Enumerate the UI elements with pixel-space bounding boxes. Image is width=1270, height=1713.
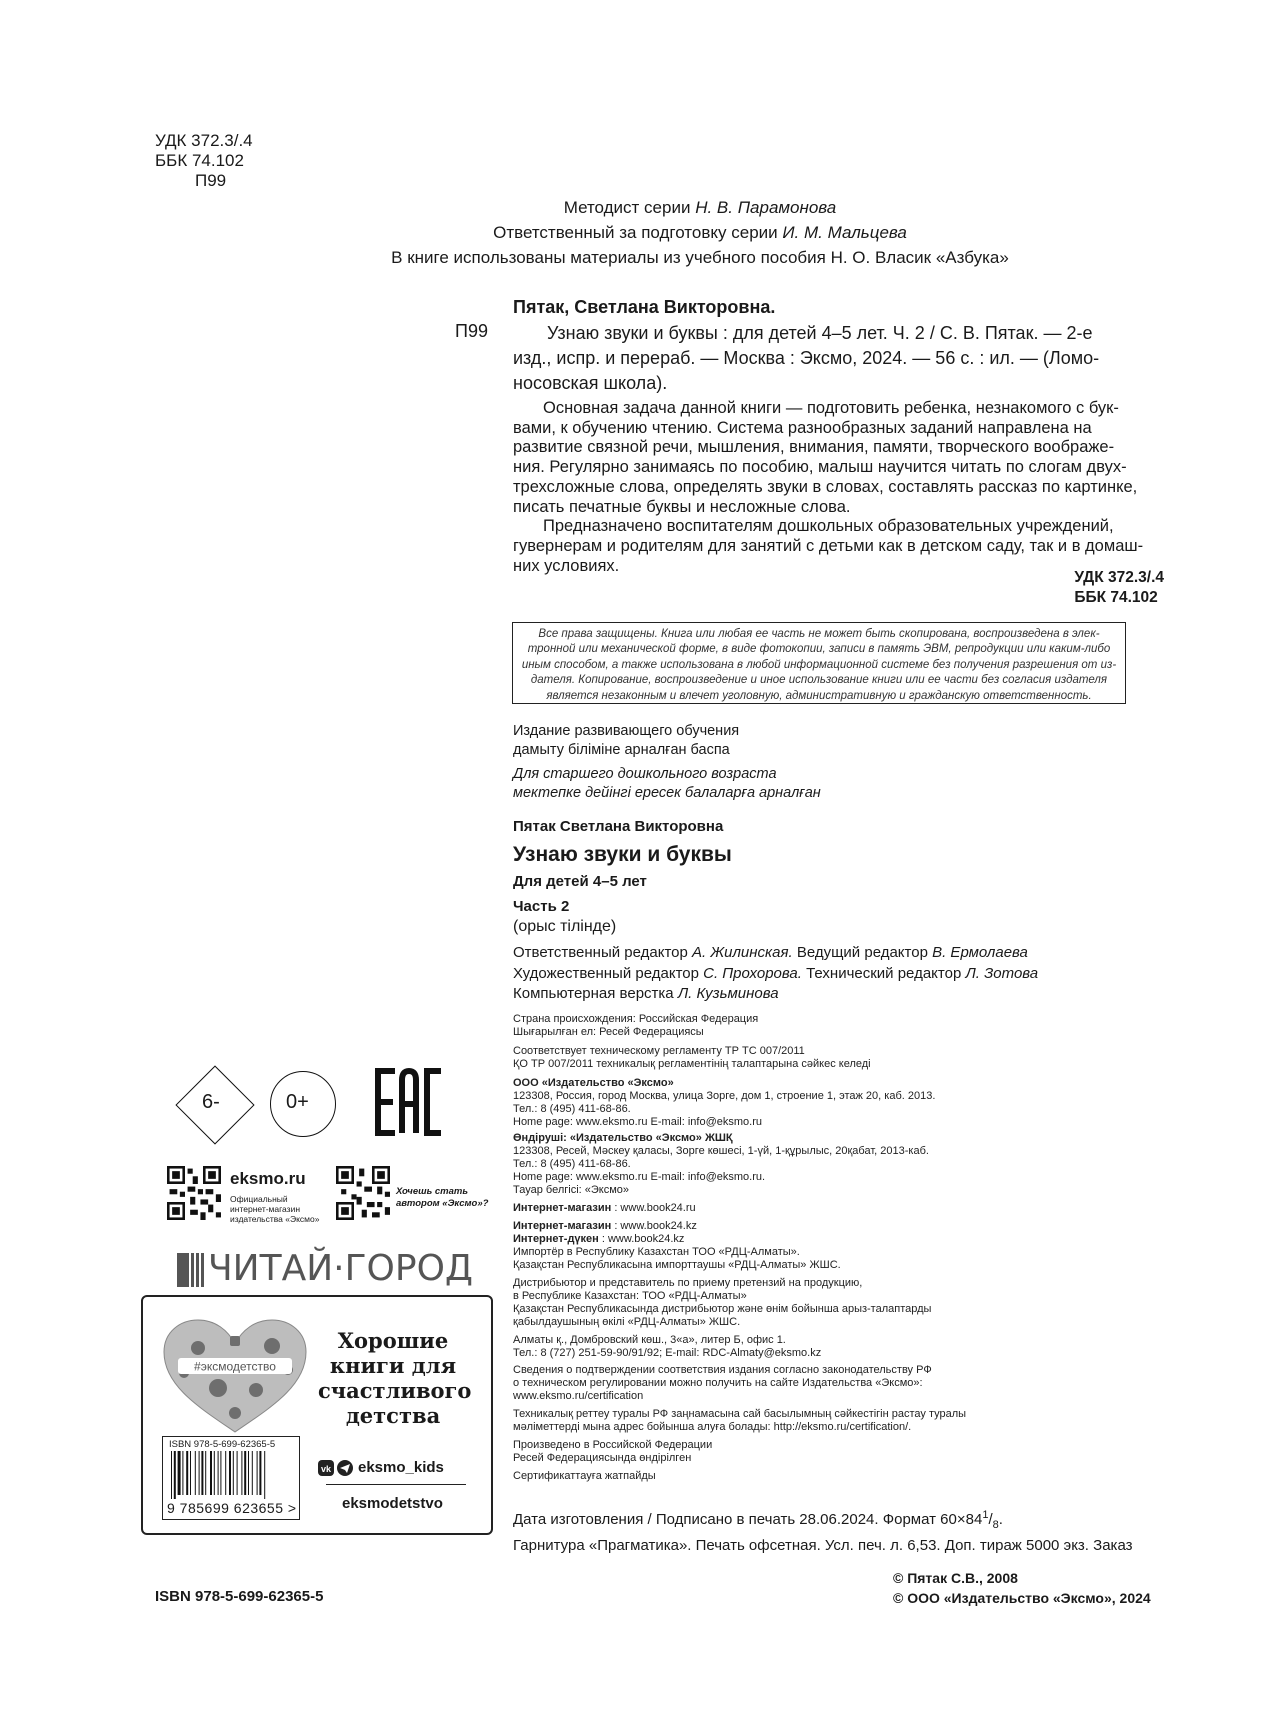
social-eksmo-kids[interactable]: eksmo_kids: [358, 1459, 444, 1476]
legal-line: Интернет-магазин: [513, 1202, 612, 1214]
staff-role: Ответственный редактор: [513, 944, 688, 961]
legal-line: Техникалық реттеу туралы РФ заңнамасына сай басылымның сәйкестігін растау туралы: [513, 1408, 967, 1420]
rights-line: является незаконным и влечет уголовную, административную и гражданскую ответственность.: [546, 689, 1092, 702]
author-question-line: Хочешь стать: [396, 1186, 468, 1197]
rights-line: тронной или механической форме, в виде фотокопии, записи в память ЭВМ, репродукции или каким-либо: [527, 643, 1111, 656]
staff-role: Ведущий редактор: [796, 944, 928, 961]
eac-mark-icon: [375, 1068, 445, 1136]
eksmo-desc-line: интернет-магазин: [230, 1204, 301, 1214]
barcode-bar: [220, 1451, 221, 1495]
classification-codes: [155, 131, 253, 191]
eksmo-desc: [230, 1194, 319, 1224]
eksmo-site[interactable]: eksmo.ru: [230, 1169, 306, 1188]
legal-line: Дистрибьютор и представитель по приему претензий на продукцию,: [513, 1277, 863, 1289]
biblio-line-1: Узнаю звуки и буквы : для детей 4–5 лет. Ч. 2 / С. В. Пятак. — 2-е: [547, 323, 1093, 343]
hashtag-text: #эксмодетство: [194, 1359, 276, 1374]
legal-line: мәліметтерді мына адрес бойынша алуға болады: http://eksmo.ru/certification/.: [513, 1421, 912, 1433]
author-question-line: автором «Эксмо»?: [396, 1198, 489, 1209]
legal-line: Сведения о подтверждении соответствия издания согласно законодательству РФ: [513, 1364, 932, 1376]
legal-line: Тел.: 8 (727) 251-59-90/91/92; E-mail: RDC-Almaty@eksmo.kz: [513, 1347, 822, 1359]
barcode-bar: [248, 1451, 249, 1495]
copyright: [893, 1568, 1151, 1608]
series-credits: [250, 195, 1150, 270]
legal-line: о техническом регулировании можно получить на сайте Издательства «Эксмо»:: [513, 1377, 923, 1389]
book-part: Часть 2: [513, 898, 570, 915]
legal-line: ООО «Издательство «Эксмо»: [513, 1077, 674, 1089]
barcode-bar: [264, 1451, 265, 1499]
heart-icon: [160, 1318, 310, 1438]
barcode-bar: [229, 1451, 231, 1495]
legal-line: : www.book24.kz: [598, 1233, 685, 1245]
legal-line: 123308, Ресей, Мәскеу қаласы, Зорге көшесі, 1-үй, 1-құрылыс, 20қабат, 2013-каб.: [513, 1145, 929, 1157]
responsible-label: Ответственный за подготовку серии: [493, 223, 778, 242]
legal-line: Тел.: 8 (495) 411-68-86.: [513, 1103, 631, 1115]
staff-name: С. Прохорова.: [703, 964, 802, 982]
annotation-line: писать печатные буквы и несложные слова.: [513, 497, 851, 516]
barcode-bar: [199, 1451, 200, 1495]
staff-credits: [513, 943, 1038, 1005]
print-info: Дата изготовления / Подписано в печать 28.06.2024. Формат $60\times 84^1/_8$. Гарнитура «Прагматика». Печать офсетная. Усл. печ. л. 6,53. Доп. тираж 5000 экз. Заказ: [513, 1505, 1133, 1556]
good-books-slogan: Хорошие книги для счастливого детства: [318, 1328, 472, 1428]
format-fraction-den: 8: [992, 1519, 999, 1531]
legal-line: Қазақстан Республикасында дистрибьютор және өнім бойынша арыз-талаптарды: [513, 1303, 932, 1315]
biblio-code: П99: [455, 321, 488, 341]
legal-line: қабылдаушының өкілі «РДЦ-Алматы» ЖШС.: [513, 1316, 741, 1328]
udk-code-right: УДК 372.3/.4: [1074, 569, 1164, 586]
legal-line: : www.book24.ru: [611, 1202, 696, 1214]
eksmo-desc-line: Официальный: [230, 1194, 288, 1204]
print-line: .: [998, 1511, 1003, 1528]
barcode-bar: [225, 1451, 226, 1495]
barcode-bar: [257, 1451, 258, 1495]
annotation-codes: [1074, 568, 1164, 608]
age-circle-text: 0+: [286, 1091, 309, 1113]
annotation: [513, 399, 1178, 576]
print-line: Гарнитура «Прагматика». Печать офсетная. Усл. печ. л. 6,53. Доп. тираж 5000 экз. Заказ: [513, 1536, 1133, 1554]
annotation-line: вами, к обучению чтению. Система разнообразных заданий направлена на: [513, 418, 1092, 437]
rights-notice: [512, 622, 1126, 704]
edition-ru: Издание развивающего обучения: [513, 723, 740, 739]
barcode-bar: [252, 1451, 253, 1495]
legal-line: Тел.: 8 (495) 411-68-86.: [513, 1158, 631, 1170]
legal-line: Импортёр в Республику Казахстан ТОО «РДЦ-Алматы».: [513, 1246, 800, 1258]
staff-name: Л. Кузьминова: [677, 985, 779, 1002]
svg-text:vk: vk: [320, 1464, 332, 1474]
edition-info: [513, 722, 821, 803]
title-author: Пятак Светлана Викторовна: [513, 818, 724, 835]
barcode-bar: [182, 1451, 183, 1495]
rights-line: Все права защищены. Книга или любая ее часть не может быть скопирована, воспроизведена в элек-: [538, 628, 1100, 640]
annotation-line: Основная задача данной книги — подготовить ребенка, незнакомого с бук-: [543, 399, 1119, 417]
barcode-bar: [214, 1451, 215, 1495]
age-diamond-text: 6-: [202, 1091, 220, 1113]
print-line: Дата изготовления / Подписано в печать 28.06.2024. Формат 60×84: [513, 1511, 983, 1528]
legal-line: Home page: www.eksmo.ru E-mail: info@eksmo.ru: [513, 1116, 762, 1128]
barcode-bar: [244, 1451, 246, 1495]
social-divider: [326, 1484, 466, 1485]
copyright-line: © ООО «Издательство «Эксмо», 2024: [893, 1590, 1151, 1606]
bbk-code: ББК 74.102: [155, 151, 244, 170]
barcode-number: 9 785699 623655 >: [167, 1500, 297, 1516]
legal-line: Алматы қ., Домбровский көш., 3«а», литер Б, офис 1.: [513, 1334, 786, 1346]
eksmo-desc-line: издательства «Эксмо»: [230, 1214, 320, 1224]
staff-name: В. Ермолаева: [932, 944, 1028, 961]
barcode-bar: [201, 1451, 203, 1495]
legal-line: Интернет-дүкен: [513, 1233, 599, 1245]
legal-line: Шығарылған ел: Ресей Федерациясы: [513, 1026, 704, 1038]
barcode-bar: [218, 1451, 219, 1495]
barcode-bar: [195, 1451, 196, 1495]
legal-line: Произведено в Российской Федерации: [513, 1439, 713, 1451]
format-fraction-num: 1: [982, 1509, 989, 1521]
staff-name: А. Жилинская.: [692, 944, 793, 961]
legal-line: «Издательство «Эксмо» ЖШҚ: [569, 1132, 733, 1144]
book-title: Узнаю звуки и буквы: [513, 843, 732, 866]
barcode-bar: [259, 1451, 261, 1495]
barcode-bar: [210, 1451, 212, 1495]
age-kz: мектепке дейінгі ересек балаларға арналған: [513, 785, 821, 801]
staff-role: Технический редактор: [806, 964, 962, 982]
staff-role: Художественный редактор: [513, 964, 699, 982]
legal-line: в Республике Казахстан: ТОО «РДЦ-Алматы»: [513, 1290, 747, 1302]
annotation-line: трехсложные слова, определять звуки в словах, составлять рассказ по картинке,: [513, 477, 1138, 496]
annotation-line: них условиях.: [513, 556, 620, 575]
udk-code: УДК 372.3/.4: [155, 131, 253, 150]
annotation-line: Предназначено воспитателям дошкольных образовательных учреждений,: [543, 517, 1114, 536]
social-icons[interactable]: [318, 1460, 354, 1478]
legal-line: 123308, Россия, город Москва, улица Зорге, дом 1, строение 1, этаж 20, каб. 2013.: [513, 1090, 936, 1102]
store-name: ЧИТАЙ·ГОРОД: [208, 1248, 474, 1289]
legal-line: Сертификаттауға жатпайды: [513, 1470, 656, 1482]
staff-name: Л. Зотова: [965, 964, 1039, 982]
author-sign: П99: [195, 171, 227, 190]
legal-line: Страна происхождения: Российская Федерация: [513, 1013, 759, 1025]
barcode-bar: [186, 1451, 188, 1495]
biblio-line-3: носовская школа).: [513, 373, 668, 393]
isbn-barcode-box: [162, 1436, 300, 1520]
annotation-line: ния. Регулярно занимаясь по пособию, малыш научится читать по слогам двух-: [513, 458, 1127, 477]
barcode-bar: [205, 1451, 206, 1495]
methodist-name: Н. В. Парамонова: [695, 198, 837, 217]
legal-line: www.eksmo.ru/certification: [513, 1390, 644, 1402]
barcode-bar: [190, 1451, 191, 1495]
book-language: (орыс тілінде): [513, 918, 617, 935]
biblio-author: Пятак, Светлана Викторовна.: [513, 297, 776, 317]
edition-kz: дамыту біліміне арналған баспа: [513, 742, 730, 758]
staff-role: Компьютерная верстка: [513, 985, 674, 1002]
rights-line: дателя. Копирование, воспроизведение и иное использование книги или ее части без согласия издателя: [530, 674, 1108, 687]
barcode-bar: [241, 1451, 242, 1495]
barcode-bar: [174, 1451, 176, 1499]
social-eksmodetstvo[interactable]: eksmodetstvo: [342, 1495, 443, 1512]
legal-line: Тауар белгісі: «Эксмо»: [513, 1184, 630, 1196]
rights-line: иным способом, а также использована в любой информационной системе без получения разрешения от из-: [521, 658, 1117, 671]
qr-code-author-icon[interactable]: [336, 1166, 390, 1220]
annotation-line: гувернерам и родителям для занятий с детьми как в детском саду, так и в домаш-: [513, 536, 1144, 555]
barcode-bar: [171, 1451, 172, 1499]
responsible-name: И. М. Мальцева: [782, 223, 907, 242]
biblio-line-2: изд., испр. и перераб. — Москва : Эксмо, 2024. — 56 с. : ил. — (Ломо-: [513, 348, 1100, 368]
legal-line: Home page: www.eksmo.ru E-mail: info@eksmo.ru.: [513, 1171, 766, 1183]
legal-line: Соответствует техническому регламенту ТР ТС 007/2011: [513, 1045, 805, 1057]
qr-code-eksmo-icon[interactable]: [167, 1166, 221, 1220]
barcode-bar: [178, 1451, 181, 1495]
barcode-icon: [169, 1451, 293, 1499]
legal-line: Ресей Федерациясында өндірілген: [513, 1452, 692, 1464]
legal-block: [513, 1013, 966, 1483]
legal-line: Қазақстан Республикасына импорттаушы «РДЦ-Алматы» ЖШС.: [513, 1259, 841, 1271]
legal-line: Интернет-магазин: [513, 1220, 612, 1232]
copyright-line: © Пятак С.В., 2008: [893, 1570, 1018, 1586]
legal-line: ҚО ТР 007/2011 техникалық регламентінің талаптарына сәйкес келеді: [513, 1058, 871, 1070]
methodist-label: Методист серии: [563, 198, 691, 217]
legal-line: : www.book24.kz: [611, 1220, 697, 1232]
materials-note: В книге использованы материалы из учебного пособия Н. О. Власик «Азбука»: [391, 248, 1009, 267]
bbk-code-right: ББК 74.102: [1074, 589, 1158, 606]
isbn-bottom: ISBN 978-5-699-62365-5: [155, 1588, 324, 1605]
author-question: [396, 1186, 488, 1210]
annotation-line: развитие связной речи, мышления, внимания, памяти, творческого воображе-: [513, 438, 1115, 457]
isbn-barcode-label: ISBN 978-5-699-62365-5: [169, 1439, 276, 1450]
legal-line: Өндіруші:: [513, 1132, 567, 1144]
chitai-gorod-logo-icon: [177, 1253, 205, 1287]
barcode-bar: [237, 1451, 238, 1495]
barcode-bar: [233, 1451, 234, 1495]
age-ru: Для старшего дошкольного возраста: [513, 766, 777, 782]
book-age: Для детей 4–5 лет: [513, 873, 647, 890]
